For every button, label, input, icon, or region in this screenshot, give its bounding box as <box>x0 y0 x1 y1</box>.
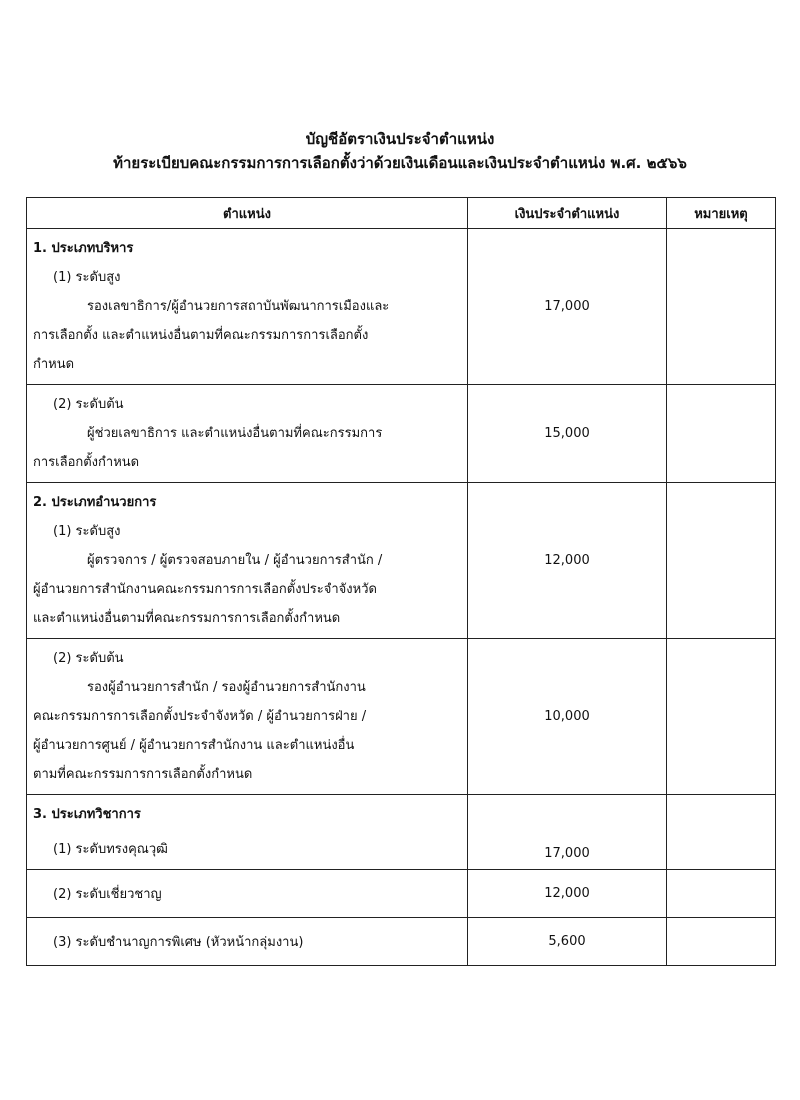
table-row <box>27 385 776 483</box>
table-row <box>27 795 776 870</box>
remark-cell <box>667 795 776 870</box>
position-description: ตามที่คณะกรรมการการเลือกตั้งกำหนด <box>33 767 253 782</box>
position-description: ผู้อำนวยการสำนักงานคณะกรรมการการเลือกตั้งประจำจังหวัด <box>33 582 377 597</box>
header-allowance: เงินประจำตำแหน่ง <box>468 198 667 229</box>
position-cell <box>27 229 468 385</box>
remark-cell <box>667 639 776 795</box>
level-label: (2) ระดับต้น <box>53 651 124 666</box>
document-subtitle: ท้ายระเบียบคณะกรรมการการเลือกตั้งว่าด้วยเงินเดือนและเงินประจำตำแหน่ง พ.ศ. ๒๕๖๖ <box>113 154 687 172</box>
remark-cell <box>667 870 776 918</box>
position-cell <box>27 639 468 795</box>
level-label: (2) ระดับต้น <box>53 397 124 412</box>
position-description: กำหนด <box>33 357 75 372</box>
remark-cell <box>667 385 776 483</box>
allowance-amount: 17,000 <box>468 795 667 870</box>
level-label: (3) ระดับชำนาญการพิเศษ (หัวหน้ากลุ่มงาน) <box>53 935 304 950</box>
position-cell <box>27 385 468 483</box>
table-row <box>27 918 776 966</box>
allowance-amount: 5,600 <box>468 918 667 966</box>
position-cell <box>27 918 468 966</box>
table-header-row <box>27 198 776 229</box>
level-label: (1) ระดับสูง <box>53 524 121 539</box>
allowance-amount: 10,000 <box>468 639 667 795</box>
category-label: 2. ประเภทอำนวยการ <box>33 495 157 510</box>
position-cell <box>27 870 468 918</box>
allowance-amount: 17,000 <box>468 229 667 385</box>
position-description: การเลือกตั้งกำหนด <box>33 455 140 470</box>
level-label: (1) ระดับทรงคุณวุฒิ <box>53 842 168 857</box>
position-description: คณะกรรมการการเลือกตั้งประจำจังหวัด / ผู้อำนวยการฝ่าย / <box>33 709 367 724</box>
header-position: ตำแหน่ง <box>27 198 468 229</box>
position-description: ผู้ช่วยเลขาธิการ และตำแหน่งอื่นตามที่คณะกรรมการ <box>87 426 383 441</box>
position-description: และตำแหน่งอื่นตามที่คณะกรรมการการเลือกตั้งกำหนด <box>33 611 341 626</box>
table-row <box>27 229 776 385</box>
position-description: รองผู้อำนวยการสำนัก / รองผู้อำนวยการสำนักงาน <box>87 680 366 695</box>
level-label: (2) ระดับเชี่ยวชาญ <box>53 887 162 902</box>
document-title: บัญชีอัตราเงินประจำตำแหน่ง <box>305 130 495 148</box>
position-description: การเลือกตั้ง และตำแหน่งอื่นตามที่คณะกรรมการการเลือกตั้ง <box>33 328 369 343</box>
position-description: รองเลขาธิการ/ผู้อำนวยการสถาบันพัฒนาการเมืองและ <box>87 299 390 314</box>
position-cell <box>27 483 468 639</box>
position-cell <box>27 795 468 870</box>
salary-allowance-table <box>26 197 776 966</box>
remark-cell <box>667 483 776 639</box>
table-row <box>27 483 776 639</box>
remark-cell <box>667 918 776 966</box>
category-label: 3. ประเภทวิชาการ <box>33 807 141 822</box>
level-label: (1) ระดับสูง <box>53 270 121 285</box>
position-description: ผู้ตรวจการ / ผู้ตรวจสอบภายใน / ผู้อำนวยการสำนัก / <box>87 553 383 568</box>
category-label: 1. ประเภทบริหาร <box>33 241 134 256</box>
allowance-amount: 12,000 <box>468 870 667 918</box>
remark-cell <box>667 229 776 385</box>
table-row <box>27 870 776 918</box>
position-description: ผู้อำนวยการศูนย์ / ผู้อำนวยการสำนักงาน และตำแหน่งอื่น <box>33 738 355 753</box>
table-row <box>27 639 776 795</box>
header-remark: หมายเหตุ <box>667 198 776 229</box>
allowance-amount: 15,000 <box>468 385 667 483</box>
allowance-amount: 12,000 <box>468 483 667 639</box>
